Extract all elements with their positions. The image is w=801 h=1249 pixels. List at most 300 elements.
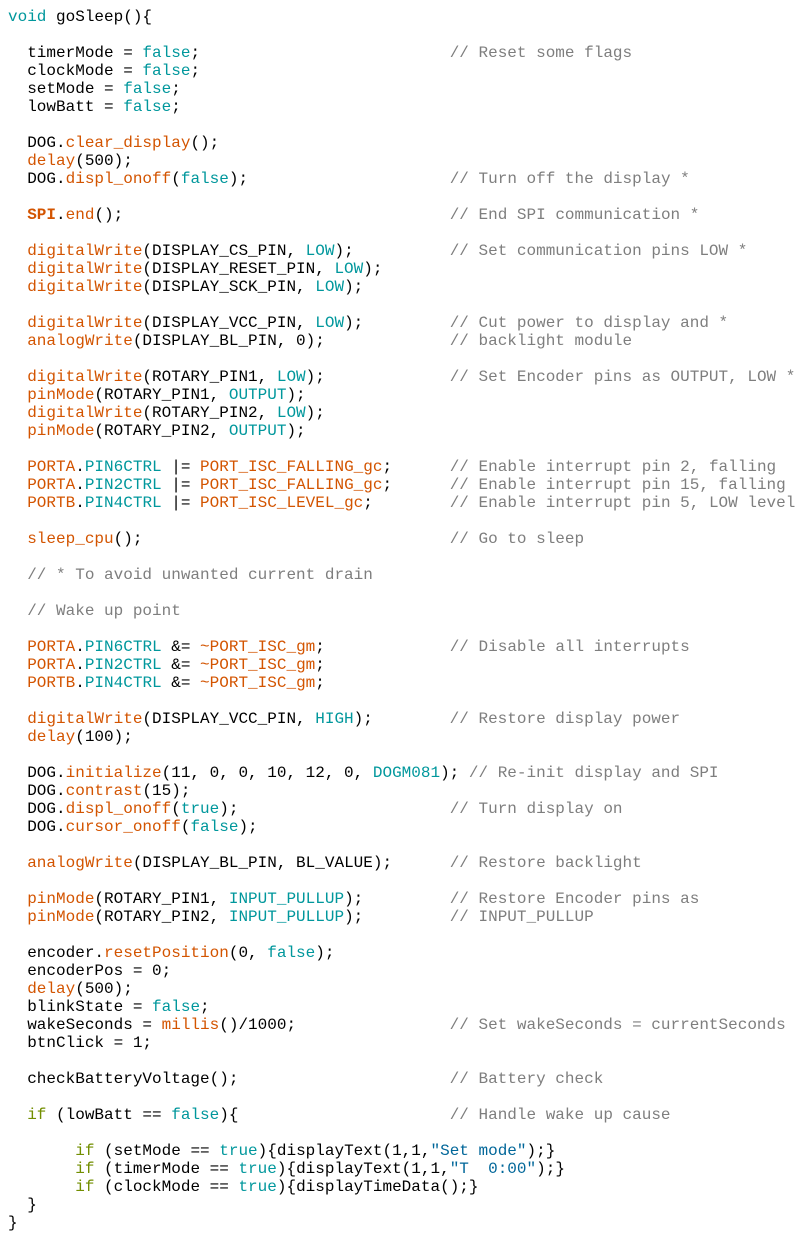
code-token [8,404,27,422]
code-token-fn: end [65,206,95,224]
code-token: . [75,638,85,656]
code-token [8,854,27,872]
code-token [8,908,27,926]
code-token: DOG. [8,764,66,782]
code-token: );} [526,1142,556,1160]
code-token: DOG. [8,818,66,836]
code-token-cmt: // Set Encoder pins as OUTPUT, LOW * [449,368,796,386]
code-token-kw: true [238,1160,277,1178]
code-token [8,566,27,584]
code-token: &= [161,674,201,692]
code-token-cmt: // Battery check [449,1070,604,1088]
code-token-fn: PORTA [27,458,76,476]
code-token [238,800,449,818]
code-token-cmt: // INPUT_PULLUP [449,908,594,926]
code-line [8,404,801,422]
code-token-str: "Set mode" [430,1142,527,1160]
code-token-cmt: // Handle wake up cause [449,1106,671,1124]
code-token-cmt: // Enable interrupt pin 2, falling [449,458,777,476]
code-token [8,314,27,332]
code-token [238,1070,449,1088]
code-token: DOG. [8,800,66,818]
code-token-cmt: // Turn display on [449,800,623,818]
code-token-kw: INPUT_PULLUP [228,890,345,908]
code-token [8,530,27,548]
code-token-fn: contrast [65,782,143,800]
code-token-kw: true [180,800,220,818]
code-token-kw: PIN6CTRL [84,458,162,476]
code-line [8,530,801,548]
code-line [8,44,801,62]
code-token: );} [536,1160,565,1178]
code-token [325,368,450,386]
code-token-fn: analogWrite [27,332,133,350]
code-token-fn: pinMode [27,890,95,908]
code-token: (); [113,530,143,548]
code-line [8,170,801,188]
code-token: btnClick = 1; [8,1034,153,1052]
code-line [8,98,801,116]
code-line [8,638,801,656]
code-token: encoderPos = 0; [8,962,172,980]
code-line [8,1088,801,1106]
code-token-fn: digitalWrite [27,260,143,278]
code-token: ); [286,386,306,404]
code-token: ; [315,674,325,692]
code-line [8,692,801,710]
code-line [8,314,801,332]
code-line [8,944,801,962]
code-line [8,548,801,566]
code-token: checkBatteryVoltage(); [8,1070,239,1088]
code-token: ); [305,368,325,386]
code-token [8,260,27,278]
code-token-ctl: if [75,1142,95,1160]
code-token: (500); [75,980,133,998]
code-token: |= [161,476,201,494]
code-token: ); [315,944,335,962]
code-token: (setMode == [94,1142,220,1160]
code-token-kw: false [190,818,239,836]
code-line [8,116,801,134]
code-token [8,674,27,692]
code-token: (timerMode == [94,1160,239,1178]
code-token [8,638,27,656]
code-line [8,494,801,512]
code-token [8,602,27,620]
code-token: (ROTARY_PIN2, [94,422,229,440]
code-token: (ROTARY_PIN1, [142,368,277,386]
code-token-fn: delay [27,728,76,746]
code-token: ); [353,710,373,728]
code-token: . [75,674,85,692]
code-line [8,782,801,800]
code-token: ); [363,260,383,278]
code-token: blinkState = [8,998,153,1016]
code-token-cmt: // Restore display power [449,710,681,728]
code-token-fn: analogWrite [27,854,133,872]
code-token-kw: void [8,8,47,26]
code-line [8,710,801,728]
code-line [8,836,801,854]
code-line [8,1070,801,1088]
code-token: ; [382,458,393,476]
code-line [8,278,801,296]
code-token: (ROTARY_PIN1, [94,386,229,404]
code-token: (DISPLAY_VCC_PIN, [142,710,316,728]
code-token: wakeSeconds = [8,1016,162,1034]
code-token: (ROTARY_PIN2, [94,908,229,926]
code-token-kw: PIN4CTRL [84,494,162,512]
code-line [8,890,801,908]
code-token-kw: false [123,80,172,98]
code-token [8,152,27,170]
code-token-fn: initialize [65,764,162,782]
code-token-kw: LOW [276,404,306,422]
code-token-kw: LOW [276,368,306,386]
code-token-fn: ~PORT_ISC_gm [200,674,316,692]
code-token: (DISPLAY_BL_PIN, BL_VALUE); [132,854,393,872]
code-token [8,332,27,350]
code-token-ctl: if [75,1160,95,1178]
code-token [142,530,449,548]
code-token: DOG. [8,170,66,188]
code-line [8,242,801,260]
code-token: setMode = [8,80,124,98]
code-token-cmt: // Restore backlight [449,854,642,872]
code-line [8,1124,801,1142]
code-token-fn: digitalWrite [27,242,143,260]
code-line [8,854,801,872]
code-line [8,746,801,764]
code-token: ); [344,908,364,926]
code-token-cmt: // Disable all interrupts [449,638,690,656]
code-token-fn: displ_onoff [65,170,172,188]
code-token [8,422,27,440]
code-token [8,368,27,386]
code-token [248,170,450,188]
code-token-cmt: // Set communication pins LOW * [449,242,748,260]
code-token: (clockMode == [94,1178,239,1196]
code-token [392,854,450,872]
code-token: ; [382,476,393,494]
code-token: &= [161,638,201,656]
code-token: ()/1000; [219,1016,297,1034]
code-token: ; [190,44,201,62]
code-line [8,152,801,170]
code-token-fn: pinMode [27,908,95,926]
code-token: ); [219,800,239,818]
code-token: ); [344,314,364,332]
code-token-cmt: // Turn off the display * [449,170,690,188]
code-token [8,656,27,674]
code-token [238,1106,449,1124]
code-token: &= [161,656,201,674]
code-token [354,242,450,260]
code-token [373,710,450,728]
code-token [8,386,27,404]
code-token: . [56,206,66,224]
code-token-ctl: if [27,1106,47,1124]
code-token-fn: PORTA [27,656,76,674]
code-line [8,476,801,494]
code-line [8,512,801,530]
code-token-fn: PORT_ISC_LEVEL_gc [200,494,364,512]
code-token: (DISPLAY_BL_PIN, 0); [132,332,325,350]
code-token-kw: false [180,170,229,188]
code-token [8,476,27,494]
code-token [8,278,27,296]
code-line [8,728,801,746]
code-token [325,638,450,656]
code-token [392,476,450,494]
code-token [8,890,27,908]
code-token: ); [440,764,469,782]
code-token: . [75,656,85,674]
code-line [8,998,801,1016]
code-token-kw: false [142,62,191,80]
code-token-fn: clear_display [65,134,191,152]
code-token-kw: OUTPUT [228,386,287,404]
code-token: ; [190,62,201,80]
code-token-fn: PORTA [27,638,76,656]
code-token-fn: millis [161,1016,220,1034]
code-token [8,242,27,260]
code-token: (DISPLAY_RESET_PIN, [142,260,335,278]
code-token-kw: PIN6CTRL [84,638,162,656]
code-token: encoder. [8,944,105,962]
code-token-fn: resetPosition [104,944,229,962]
code-token-cmt: // Enable interrupt pin 15, falling [449,476,786,494]
code-line [8,350,801,368]
code-token: (); [94,206,124,224]
code-token-fn: digitalWrite [27,710,143,728]
code-token: ; [200,998,210,1016]
code-line [8,386,801,404]
code-token-cmt: // Enable interrupt pin 5, LOW level [449,494,796,512]
code-line [8,296,801,314]
code-token: ; [315,656,325,674]
code-token: (ROTARY_PIN2, [142,404,277,422]
code-token-kw: LOW [305,242,335,260]
code-line [8,8,801,26]
code-token-fn: digitalWrite [27,368,143,386]
code-token-fn: pinMode [27,386,95,404]
code-token: ); [228,170,249,188]
code-token: ( [180,818,191,836]
code-token: ( [171,800,181,818]
code-token: clockMode = [8,62,143,80]
code-token: |= [161,494,201,512]
code-token: |= [161,458,201,476]
code-token [296,1016,450,1034]
code-token-fn: digitalWrite [27,404,143,422]
code-token-cmt: // Wake up point [27,602,181,620]
code-token: ); [305,404,325,422]
code-token [8,1142,75,1160]
code-token-cmt: // backlight module [449,332,633,350]
code-line [8,926,801,944]
code-line [8,440,801,458]
code-token: (11, 0, 0, 10, 12, 0, [161,764,373,782]
code-token-str: "T 0:00" [449,1160,537,1178]
code-token-kw: LOW [315,278,345,296]
code-token: ){displayTimeData();} [276,1178,479,1196]
code-token-kw: true [219,1142,258,1160]
code-line [8,566,801,584]
code-line [8,800,801,818]
code-line [8,260,801,278]
code-line [8,332,801,350]
code-token-kw: true [238,1178,277,1196]
code-token [8,1178,75,1196]
code-token: ); [238,818,258,836]
code-token: ; [171,98,181,116]
code-token-ctl: if [75,1178,95,1196]
code-token: (); [190,134,220,152]
code-line [8,1034,801,1052]
code-line [8,1142,801,1160]
code-token-cmt: // Go to sleep [449,530,585,548]
code-token-kw: LOW [315,314,345,332]
code-token: ; [315,638,325,656]
code-line [8,656,801,674]
code-token [8,1106,27,1124]
code-line [8,206,801,224]
code-line [8,1196,801,1214]
code-line [8,1160,801,1178]
code-token-kw: HIGH [315,710,354,728]
code-token-fn: PORT_ISC_FALLING_gc [200,458,383,476]
code-token: . [75,476,85,494]
code-token: . [75,494,85,512]
code-token-cmt: // * To avoid unwanted current drain [27,566,373,584]
code-token [373,494,450,512]
code-token [8,206,27,224]
code-line [8,62,801,80]
code-token-cmt: // Re-init display and SPI [468,764,719,782]
code-token [8,1160,75,1178]
code-token: ; [171,80,181,98]
code-token: (100); [75,728,133,746]
code-token: . [75,458,85,476]
code-token-fn: sleep_cpu [27,530,114,548]
code-token: (ROTARY_PIN1, [94,890,229,908]
code-token: } [8,1214,18,1232]
code-token-fn: cursor_onoff [65,818,181,836]
code-token: (500); [75,152,133,170]
code-token-cls: SPI [27,206,57,224]
code-token [8,458,27,476]
code-token: (15); [142,782,191,800]
code-token [392,458,450,476]
code-token: (lowBatt == [46,1106,172,1124]
code-line [8,818,801,836]
code-token-fn: delay [27,152,76,170]
code-token: ){displayText(1,1, [257,1142,431,1160]
code-token-kw: false [152,998,201,1016]
code-line [8,26,801,44]
code-token [363,890,449,908]
code-token-fn: displ_onoff [65,800,172,818]
code-line [8,224,801,242]
code-token: ); [286,422,306,440]
code-token: goSleep(){ [46,8,153,26]
code-line [8,764,801,782]
code-line [8,422,801,440]
code-token [200,44,450,62]
code-token: lowBatt = [8,98,124,116]
code-line [8,458,801,476]
code-token-fn: PORTB [27,494,76,512]
code-token: ){displayText(1,1, [276,1160,450,1178]
code-token-kw: PIN4CTRL [84,674,162,692]
code-token [363,908,449,926]
code-line [8,674,801,692]
code-token: (0, [228,944,268,962]
code-token-kw: false [267,944,316,962]
code-token [363,314,449,332]
code-token-fn: digitalWrite [27,314,143,332]
code-line [8,980,801,998]
code-token-kw: PIN2CTRL [84,476,162,494]
code-token-cmt: // Reset some flags [449,44,633,62]
code-token-fn: digitalWrite [27,278,143,296]
code-line [8,584,801,602]
code-token [8,728,27,746]
code-token: (DISPLAY_CS_PIN, [142,242,306,260]
code-token-fn: ~PORT_ISC_gm [200,656,316,674]
code-token-fn: PORT_ISC_FALLING_gc [200,476,383,494]
code-token-fn: PORTA [27,476,76,494]
code-token-fn: pinMode [27,422,95,440]
code-line [8,368,801,386]
code-token: ); [344,278,364,296]
code-line [8,80,801,98]
code-token-cmt: // Cut power to display and * [449,314,729,332]
code-token-cmt: // End SPI communication * [449,206,700,224]
code-token-cmt: // Set wakeSeconds = currentSeconds [449,1016,786,1034]
code-line [8,872,801,890]
code-token-kw: false [123,98,172,116]
code-token-kw: INPUT_PULLUP [228,908,345,926]
code-token-cmt: // Restore Encoder pins as [449,890,700,908]
code-token-fn: PORTB [27,674,76,692]
code-token: ){ [219,1106,239,1124]
code-token: DOG. [8,782,66,800]
code-token [8,494,27,512]
code-line [8,908,801,926]
code-token: ); [334,242,354,260]
code-token-kw: OUTPUT [228,422,287,440]
code-token-fn: delay [27,980,76,998]
code-line [8,1106,801,1124]
code-token: (DISPLAY_SCK_PIN, [142,278,316,296]
code-token [8,710,27,728]
code-line [8,962,801,980]
code-token-kw: false [142,44,191,62]
code-token [8,980,27,998]
code-token [123,206,449,224]
code-token: ); [344,890,364,908]
code-token-kw: LOW [334,260,364,278]
code-line [8,1178,801,1196]
code-token-kw: DOGM081 [372,764,441,782]
code-token-fn: ~PORT_ISC_gm [200,638,316,656]
code-token: } [8,1196,37,1214]
code-token: DOG. [8,134,66,152]
code-token: timerMode = [8,44,143,62]
